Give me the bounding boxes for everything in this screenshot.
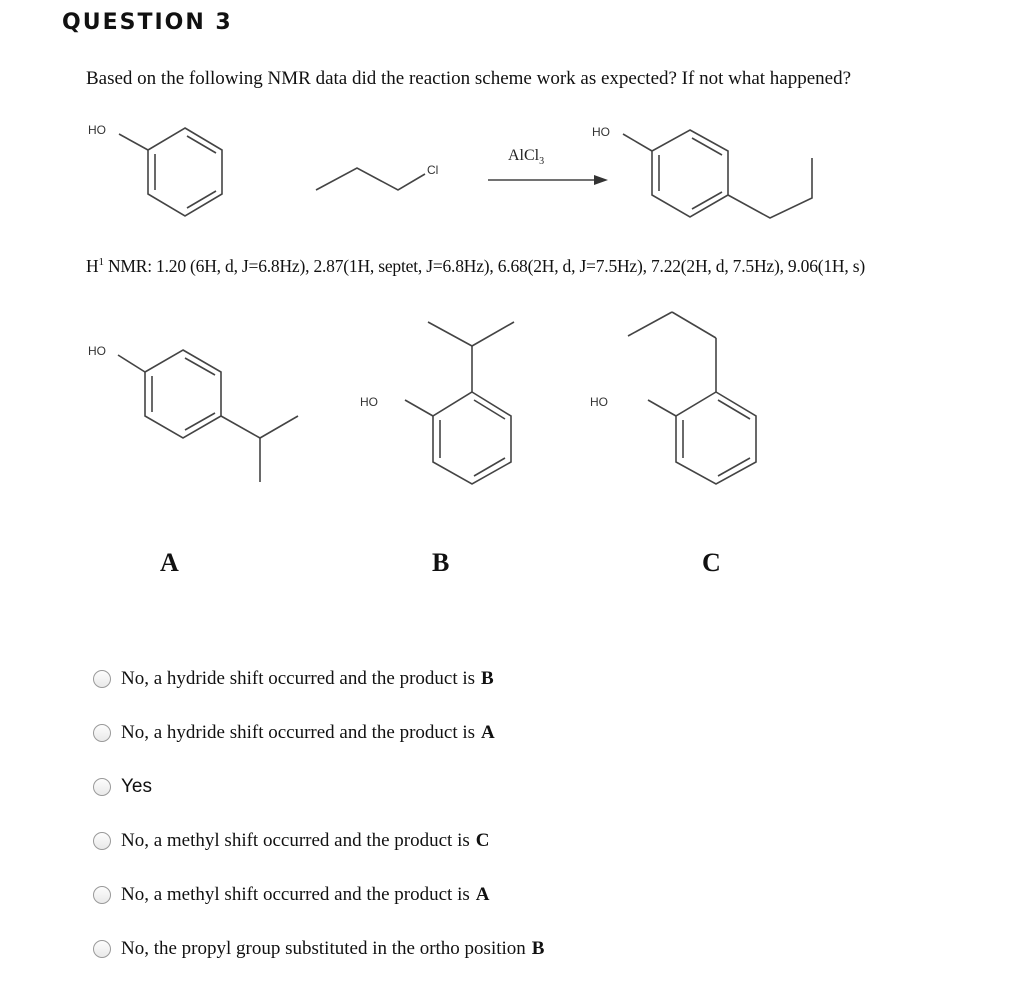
option-2[interactable]: [88, 706, 544, 760]
structure-c-ho-label: HO: [590, 395, 608, 409]
reaction-arrow: [488, 147, 608, 185]
option-4[interactable]: [88, 814, 544, 868]
label-structure-b: B: [432, 548, 450, 577]
radio-button-1[interactable]: [93, 670, 111, 688]
option-6[interactable]: [88, 922, 544, 976]
question-title: QUESTION 3: [62, 10, 233, 35]
answer-options: [88, 652, 544, 976]
option-6-label: No, the propyl group substituted in the ortho position B: [121, 938, 545, 959]
option-1-label: No, a hydride shift occurred and the product is B: [121, 668, 494, 689]
option-5-label: No, a methyl shift occurred and the product is A: [121, 884, 490, 905]
radio-button-4[interactable]: [93, 832, 111, 850]
question-prompt: Based on the following NMR data did the reaction scheme work as expected? If not what happened?: [86, 68, 852, 89]
label-structure-a: A: [160, 548, 179, 577]
structure-b-ho-label: HO: [360, 395, 378, 409]
option-4-label: No, a methyl shift occurred and the product is C: [121, 830, 490, 851]
structure-c: [590, 312, 756, 484]
option-2-label: No, a hydride shift occurred and the product is A: [121, 722, 495, 743]
label-structure-c: C: [702, 548, 721, 577]
radio-button-6[interactable]: [93, 940, 111, 958]
radio-button-5[interactable]: [93, 886, 111, 904]
phenol-structure: [88, 123, 222, 216]
radio-button-2[interactable]: [93, 724, 111, 742]
option-1[interactable]: [88, 652, 544, 706]
expected-product-structure: [592, 125, 812, 218]
phenol-ho-label: HO: [88, 123, 106, 137]
reagent-alcl3: AlCl$_3$: [508, 147, 545, 167]
radio-button-3[interactable]: [93, 778, 111, 796]
expected-product-ho-label: HO: [592, 125, 610, 139]
nmr-data: $H^1$ NMR: 1.20 (6H, d, J=6.8Hz), 2.87(1H, septet, J=6.8Hz), 6.68(2H, d, J=7.5Hz), 7.22(2H, d, 7.5Hz), 9.06(1H, s): [86, 256, 865, 276]
propyl-chloride-structure: [316, 163, 438, 190]
option-5[interactable]: [88, 868, 544, 922]
option-3-label: Yes: [121, 776, 152, 797]
option-3[interactable]: [88, 760, 544, 814]
structure-a-ho-label: HO: [88, 344, 106, 358]
structure-b: [360, 322, 514, 484]
structure-a: [88, 344, 298, 482]
chloride-cl-label: Cl: [427, 163, 439, 177]
